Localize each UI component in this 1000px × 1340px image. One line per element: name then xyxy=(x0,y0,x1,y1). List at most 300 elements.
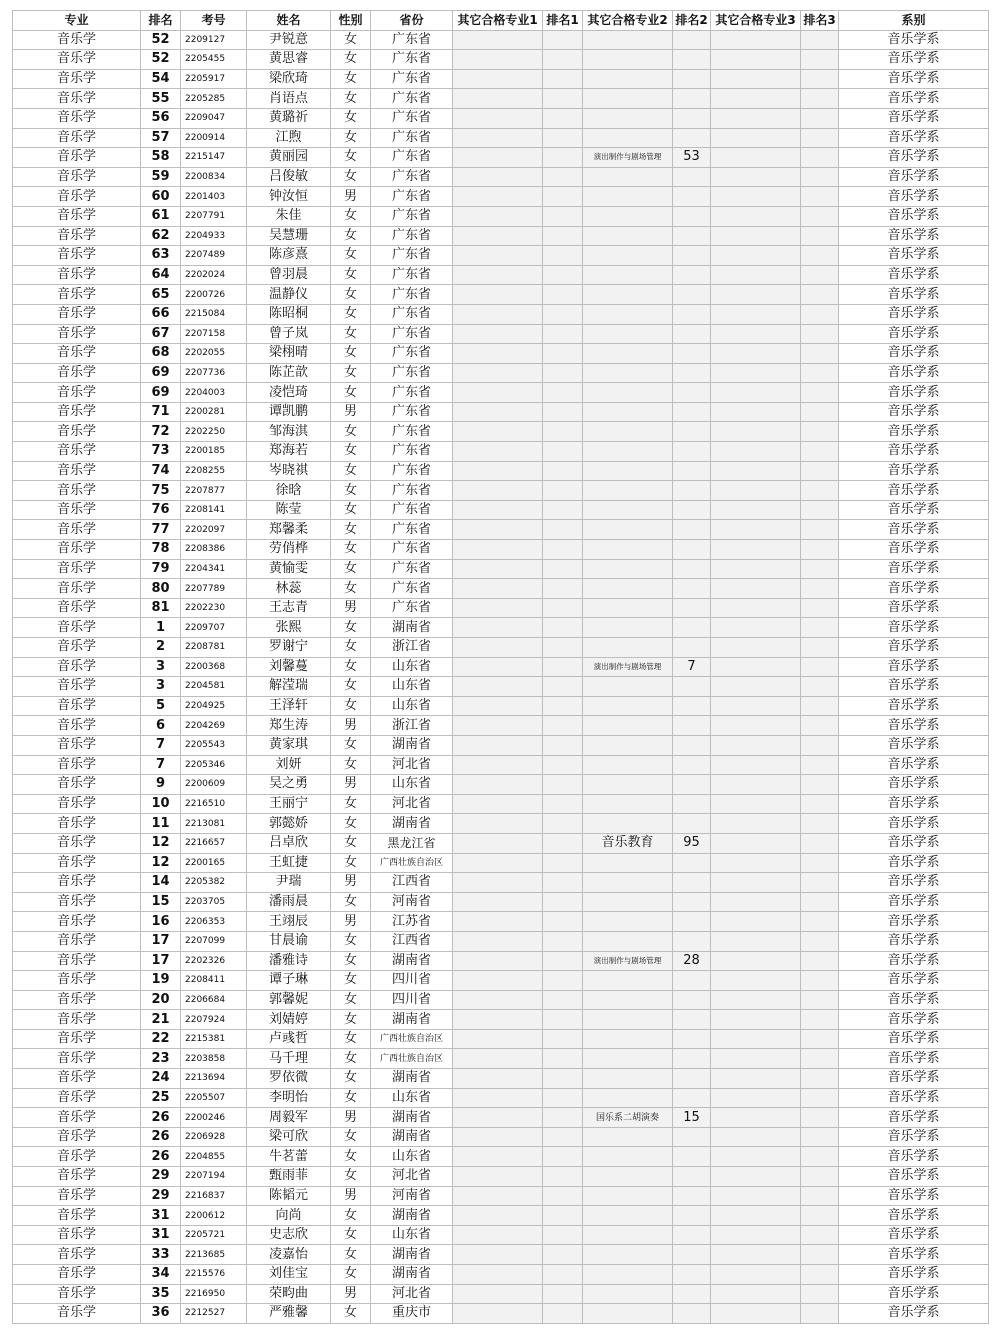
cell-department: 音乐学系 xyxy=(839,285,989,305)
cell-gender: 女 xyxy=(331,344,371,364)
cell-rank: 52 xyxy=(141,30,181,50)
table-row xyxy=(13,1225,989,1245)
header-exam-no: 考号 xyxy=(181,11,247,31)
cell-other-major-2 xyxy=(583,128,673,148)
cell-department: 音乐学系 xyxy=(839,1225,989,1245)
cell-rank-1 xyxy=(543,89,583,109)
cell-gender: 女 xyxy=(331,696,371,716)
cell-rank-2 xyxy=(673,618,711,638)
cell-department: 音乐学系 xyxy=(839,128,989,148)
cell-rank: 25 xyxy=(141,1088,181,1108)
cell-name: 林蕊 xyxy=(247,579,331,599)
cell-rank-3 xyxy=(801,187,839,207)
cell-rank: 2 xyxy=(141,638,181,658)
cell-major: 音乐学 xyxy=(13,500,141,520)
cell-major: 音乐学 xyxy=(13,1206,141,1226)
cell-other-major-3 xyxy=(711,50,801,70)
cell-exam-no: 2202055 xyxy=(181,344,247,364)
table-row xyxy=(13,1049,989,1069)
cell-exam-no: 2200834 xyxy=(181,167,247,187)
cell-name: 梁欣琦 xyxy=(247,69,331,89)
cell-name: 陈彦熹 xyxy=(247,246,331,266)
cell-other-major-2 xyxy=(583,363,673,383)
cell-name: 刘妍 xyxy=(247,755,331,775)
cell-other-major-3 xyxy=(711,814,801,834)
cell-exam-no: 2201403 xyxy=(181,187,247,207)
cell-other-major-1 xyxy=(453,853,543,873)
cell-rank: 21 xyxy=(141,1010,181,1030)
table-row xyxy=(13,775,989,795)
cell-rank-3 xyxy=(801,540,839,560)
cell-rank-3 xyxy=(801,148,839,168)
cell-name: 吴之勇 xyxy=(247,775,331,795)
cell-name: 凌恺琦 xyxy=(247,383,331,403)
cell-exam-no: 2205721 xyxy=(181,1225,247,1245)
cell-rank-1 xyxy=(543,402,583,422)
cell-gender: 女 xyxy=(331,246,371,266)
cell-gender: 女 xyxy=(331,1206,371,1226)
cell-rank-3 xyxy=(801,1245,839,1265)
table-row xyxy=(13,716,989,736)
header-major: 专业 xyxy=(13,11,141,31)
cell-province: 浙江省 xyxy=(371,716,453,736)
cell-other-major-2 xyxy=(583,990,673,1010)
cell-rank-2 xyxy=(673,246,711,266)
cell-other-major-2 xyxy=(583,971,673,991)
cell-rank-1 xyxy=(543,324,583,344)
cell-gender: 男 xyxy=(331,912,371,932)
cell-major: 音乐学 xyxy=(13,30,141,50)
cell-department: 音乐学系 xyxy=(839,246,989,266)
cell-province: 河北省 xyxy=(371,755,453,775)
cell-other-major-1 xyxy=(453,735,543,755)
cell-rank: 12 xyxy=(141,833,181,853)
cell-department: 音乐学系 xyxy=(839,638,989,658)
cell-other-major-2 xyxy=(583,1225,673,1245)
cell-rank-1 xyxy=(543,226,583,246)
cell-rank-2 xyxy=(673,1186,711,1206)
cell-other-major-2 xyxy=(583,30,673,50)
cell-major: 音乐学 xyxy=(13,442,141,462)
cell-other-major-2 xyxy=(583,1167,673,1187)
cell-other-major-1 xyxy=(453,363,543,383)
cell-other-major-2 xyxy=(583,1284,673,1304)
cell-rank-3 xyxy=(801,481,839,501)
cell-other-major-3 xyxy=(711,1029,801,1049)
cell-rank-2 xyxy=(673,1088,711,1108)
cell-province: 广东省 xyxy=(371,304,453,324)
cell-province: 山东省 xyxy=(371,775,453,795)
cell-name: 卢彧哲 xyxy=(247,1029,331,1049)
cell-exam-no: 2204003 xyxy=(181,383,247,403)
table-row xyxy=(13,187,989,207)
cell-rank-1 xyxy=(543,148,583,168)
cell-province: 山东省 xyxy=(371,1225,453,1245)
cell-name: 肖语点 xyxy=(247,89,331,109)
cell-rank: 64 xyxy=(141,265,181,285)
cell-other-major-1 xyxy=(453,1088,543,1108)
table-row xyxy=(13,814,989,834)
cell-other-major-1 xyxy=(453,167,543,187)
cell-department: 音乐学系 xyxy=(839,716,989,736)
table-row xyxy=(13,30,989,50)
cell-other-major-1 xyxy=(453,520,543,540)
cell-other-major-3 xyxy=(711,1127,801,1147)
cell-other-major-3 xyxy=(711,1265,801,1285)
cell-name: 牛茗蕾 xyxy=(247,1147,331,1167)
cell-name: 徐晗 xyxy=(247,481,331,501)
cell-rank-3 xyxy=(801,579,839,599)
cell-department: 音乐学系 xyxy=(839,990,989,1010)
table-row xyxy=(13,167,989,187)
cell-department: 音乐学系 xyxy=(839,951,989,971)
cell-other-major-3 xyxy=(711,1225,801,1245)
header-province: 省份 xyxy=(371,11,453,31)
cell-name: 郑生涛 xyxy=(247,716,331,736)
cell-name: 郭懿娇 xyxy=(247,814,331,834)
cell-name: 张熙 xyxy=(247,618,331,638)
cell-major: 音乐学 xyxy=(13,657,141,677)
cell-rank-2 xyxy=(673,442,711,462)
cell-department: 音乐学系 xyxy=(839,1127,989,1147)
cell-other-major-1 xyxy=(453,89,543,109)
cell-other-major-1 xyxy=(453,892,543,912)
cell-rank-2 xyxy=(673,638,711,658)
cell-gender: 女 xyxy=(331,735,371,755)
cell-rank-3 xyxy=(801,442,839,462)
cell-province: 广东省 xyxy=(371,226,453,246)
table-row xyxy=(13,500,989,520)
cell-other-major-1 xyxy=(453,971,543,991)
cell-other-major-2 xyxy=(583,285,673,305)
cell-other-major-2 xyxy=(583,716,673,736)
cell-gender: 女 xyxy=(331,1088,371,1108)
cell-other-major-3 xyxy=(711,1304,801,1324)
cell-other-major-1 xyxy=(453,1186,543,1206)
cell-other-major-3 xyxy=(711,775,801,795)
cell-gender: 女 xyxy=(331,265,371,285)
cell-rank-1 xyxy=(543,1029,583,1049)
cell-province: 广东省 xyxy=(371,265,453,285)
cell-rank-1 xyxy=(543,1186,583,1206)
table-row xyxy=(13,1265,989,1285)
cell-other-major-3 xyxy=(711,971,801,991)
cell-exam-no: 2207877 xyxy=(181,481,247,501)
cell-rank-3 xyxy=(801,69,839,89)
cell-name: 刘佳宝 xyxy=(247,1265,331,1285)
cell-province: 江苏省 xyxy=(371,912,453,932)
cell-gender: 女 xyxy=(331,285,371,305)
cell-rank: 75 xyxy=(141,481,181,501)
cell-department: 音乐学系 xyxy=(839,1304,989,1324)
cell-rank-2 xyxy=(673,1147,711,1167)
cell-gender: 男 xyxy=(331,775,371,795)
cell-rank-2 xyxy=(673,69,711,89)
cell-other-major-2 xyxy=(583,1186,673,1206)
cell-gender: 女 xyxy=(331,1069,371,1089)
cell-exam-no: 2207789 xyxy=(181,579,247,599)
cell-rank-2 xyxy=(673,128,711,148)
cell-gender: 女 xyxy=(331,540,371,560)
cell-gender: 男 xyxy=(331,1186,371,1206)
cell-name: 解滢瑞 xyxy=(247,677,331,697)
cell-major: 音乐学 xyxy=(13,1304,141,1324)
cell-major: 音乐学 xyxy=(13,1225,141,1245)
cell-rank: 14 xyxy=(141,873,181,893)
cell-province: 广东省 xyxy=(371,402,453,422)
cell-name: 周毅军 xyxy=(247,1108,331,1128)
cell-department: 音乐学系 xyxy=(839,657,989,677)
cell-name: 谭子琳 xyxy=(247,971,331,991)
cell-other-major-2 xyxy=(583,69,673,89)
cell-rank-3 xyxy=(801,794,839,814)
cell-department: 音乐学系 xyxy=(839,971,989,991)
cell-exam-no: 2216837 xyxy=(181,1186,247,1206)
cell-exam-no: 2207791 xyxy=(181,206,247,226)
cell-name: 郑馨柔 xyxy=(247,520,331,540)
cell-other-major-3 xyxy=(711,1206,801,1226)
cell-major: 音乐学 xyxy=(13,461,141,481)
cell-province: 湖南省 xyxy=(371,1265,453,1285)
cell-other-major-1 xyxy=(453,873,543,893)
cell-province: 湖南省 xyxy=(371,618,453,638)
cell-major: 音乐学 xyxy=(13,638,141,658)
cell-rank-1 xyxy=(543,1167,583,1187)
cell-rank-2 xyxy=(673,912,711,932)
cell-major: 音乐学 xyxy=(13,128,141,148)
cell-rank: 69 xyxy=(141,363,181,383)
cell-other-major-3 xyxy=(711,148,801,168)
cell-major: 音乐学 xyxy=(13,89,141,109)
cell-department: 音乐学系 xyxy=(839,579,989,599)
cell-province: 广东省 xyxy=(371,461,453,481)
cell-rank-1 xyxy=(543,69,583,89)
cell-exam-no: 2205543 xyxy=(181,735,247,755)
cell-rank-2 xyxy=(673,1265,711,1285)
cell-department: 音乐学系 xyxy=(839,344,989,364)
cell-other-major-3 xyxy=(711,383,801,403)
cell-department: 音乐学系 xyxy=(839,226,989,246)
cell-province: 广西壮族自治区 xyxy=(371,853,453,873)
table-row xyxy=(13,108,989,128)
cell-department: 音乐学系 xyxy=(839,912,989,932)
cell-rank-1 xyxy=(543,285,583,305)
cell-rank-3 xyxy=(801,1186,839,1206)
cell-department: 音乐学系 xyxy=(839,696,989,716)
cell-rank-3 xyxy=(801,1069,839,1089)
cell-province: 广东省 xyxy=(371,30,453,50)
cell-other-major-3 xyxy=(711,755,801,775)
cell-other-major-2 xyxy=(583,1147,673,1167)
cell-name: 王丽宁 xyxy=(247,794,331,814)
cell-other-major-2 xyxy=(583,598,673,618)
cell-other-major-2 xyxy=(583,167,673,187)
cell-gender: 女 xyxy=(331,892,371,912)
cell-department: 音乐学系 xyxy=(839,1049,989,1069)
cell-province: 湖南省 xyxy=(371,1127,453,1147)
header-rank-3: 排名3 xyxy=(801,11,839,31)
cell-rank-3 xyxy=(801,618,839,638)
cell-name: 潘雨晨 xyxy=(247,892,331,912)
cell-rank: 19 xyxy=(141,971,181,991)
cell-other-major-3 xyxy=(711,735,801,755)
table-row xyxy=(13,226,989,246)
cell-exam-no: 2205382 xyxy=(181,873,247,893)
cell-name: 郭馨妮 xyxy=(247,990,331,1010)
cell-name: 凌嘉怡 xyxy=(247,1245,331,1265)
cell-name: 刘馨蔓 xyxy=(247,657,331,677)
cell-rank-3 xyxy=(801,1225,839,1245)
cell-other-major-2 xyxy=(583,402,673,422)
cell-department: 音乐学系 xyxy=(839,30,989,50)
cell-rank-1 xyxy=(543,520,583,540)
cell-major: 音乐学 xyxy=(13,559,141,579)
cell-exam-no: 2212527 xyxy=(181,1304,247,1324)
cell-other-major-2: 音乐教育 xyxy=(583,833,673,853)
cell-rank: 3 xyxy=(141,657,181,677)
cell-exam-no: 2202326 xyxy=(181,951,247,971)
cell-exam-no: 2213081 xyxy=(181,814,247,834)
cell-province: 湖南省 xyxy=(371,814,453,834)
cell-major: 音乐学 xyxy=(13,990,141,1010)
cell-name: 王虹捷 xyxy=(247,853,331,873)
cell-gender: 女 xyxy=(331,1304,371,1324)
cell-rank-2 xyxy=(673,1049,711,1069)
cell-other-major-2 xyxy=(583,187,673,207)
cell-department: 音乐学系 xyxy=(839,304,989,324)
cell-exam-no: 2200612 xyxy=(181,1206,247,1226)
cell-gender: 女 xyxy=(331,951,371,971)
cell-other-major-1 xyxy=(453,148,543,168)
cell-rank-2 xyxy=(673,304,711,324)
cell-rank: 59 xyxy=(141,167,181,187)
cell-rank-3 xyxy=(801,265,839,285)
cell-gender: 女 xyxy=(331,69,371,89)
cell-gender: 女 xyxy=(331,990,371,1010)
cell-major: 音乐学 xyxy=(13,481,141,501)
cell-gender: 女 xyxy=(331,128,371,148)
cell-rank-1 xyxy=(543,735,583,755)
cell-rank-3 xyxy=(801,1206,839,1226)
cell-rank-2 xyxy=(673,1304,711,1324)
cell-rank-3 xyxy=(801,1108,839,1128)
cell-other-major-1 xyxy=(453,246,543,266)
cell-other-major-3 xyxy=(711,30,801,50)
cell-province: 四川省 xyxy=(371,990,453,1010)
header-gender: 性别 xyxy=(331,11,371,31)
cell-name: 劳俏桦 xyxy=(247,540,331,560)
cell-name: 岑晓祺 xyxy=(247,461,331,481)
cell-department: 音乐学系 xyxy=(839,1245,989,1265)
cell-department: 音乐学系 xyxy=(839,1284,989,1304)
cell-other-major-1 xyxy=(453,755,543,775)
cell-gender: 女 xyxy=(331,833,371,853)
cell-rank-1 xyxy=(543,951,583,971)
cell-other-major-1 xyxy=(453,931,543,951)
cell-rank: 55 xyxy=(141,89,181,109)
cell-rank-2 xyxy=(673,735,711,755)
cell-rank: 57 xyxy=(141,128,181,148)
cell-name: 钟汝恒 xyxy=(247,187,331,207)
cell-other-major-3 xyxy=(711,520,801,540)
cell-rank-3 xyxy=(801,657,839,677)
table-row xyxy=(13,755,989,775)
cell-major: 音乐学 xyxy=(13,598,141,618)
cell-major: 音乐学 xyxy=(13,853,141,873)
cell-department: 音乐学系 xyxy=(839,1029,989,1049)
cell-department: 音乐学系 xyxy=(839,500,989,520)
cell-rank-1 xyxy=(543,657,583,677)
cell-province: 广东省 xyxy=(371,500,453,520)
cell-exam-no: 2204269 xyxy=(181,716,247,736)
cell-exam-no: 2205285 xyxy=(181,89,247,109)
cell-major: 音乐学 xyxy=(13,285,141,305)
cell-province: 河南省 xyxy=(371,1186,453,1206)
cell-other-major-1 xyxy=(453,1206,543,1226)
cell-rank: 16 xyxy=(141,912,181,932)
header-name: 姓名 xyxy=(247,11,331,31)
cell-other-major-1 xyxy=(453,951,543,971)
cell-other-major-3 xyxy=(711,285,801,305)
cell-other-major-2 xyxy=(583,422,673,442)
cell-name: 吴慧珊 xyxy=(247,226,331,246)
cell-major: 音乐学 xyxy=(13,1284,141,1304)
cell-other-major-1 xyxy=(453,618,543,638)
cell-rank-1 xyxy=(543,187,583,207)
cell-gender: 女 xyxy=(331,1147,371,1167)
cell-exam-no: 2209127 xyxy=(181,30,247,50)
cell-other-major-1 xyxy=(453,1069,543,1089)
cell-rank-1 xyxy=(543,677,583,697)
table-row xyxy=(13,951,989,971)
cell-rank: 29 xyxy=(141,1167,181,1187)
cell-rank: 74 xyxy=(141,461,181,481)
cell-rank: 15 xyxy=(141,892,181,912)
cell-province: 广西壮族自治区 xyxy=(371,1049,453,1069)
cell-exam-no: 2202024 xyxy=(181,265,247,285)
cell-gender: 女 xyxy=(331,657,371,677)
cell-other-major-1 xyxy=(453,422,543,442)
cell-gender: 女 xyxy=(331,1265,371,1285)
cell-exam-no: 2200368 xyxy=(181,657,247,677)
cell-other-major-3 xyxy=(711,89,801,109)
cell-major: 音乐学 xyxy=(13,1029,141,1049)
cell-department: 音乐学系 xyxy=(839,873,989,893)
cell-other-major-1 xyxy=(453,1265,543,1285)
cell-rank-2 xyxy=(673,1284,711,1304)
cell-rank: 10 xyxy=(141,794,181,814)
cell-province: 山东省 xyxy=(371,1088,453,1108)
cell-exam-no: 2202097 xyxy=(181,520,247,540)
cell-gender: 女 xyxy=(331,50,371,70)
cell-rank-1 xyxy=(543,618,583,638)
cell-rank-1 xyxy=(543,1304,583,1324)
cell-other-major-3 xyxy=(711,1284,801,1304)
cell-other-major-2 xyxy=(583,892,673,912)
cell-other-major-3 xyxy=(711,1049,801,1069)
cell-other-major-3 xyxy=(711,1108,801,1128)
cell-exam-no: 2207158 xyxy=(181,324,247,344)
cell-exam-no: 2200165 xyxy=(181,853,247,873)
cell-rank: 76 xyxy=(141,500,181,520)
cell-name: 陈昭桐 xyxy=(247,304,331,324)
cell-rank-1 xyxy=(543,990,583,1010)
cell-rank: 72 xyxy=(141,422,181,442)
cell-rank-1 xyxy=(543,638,583,658)
cell-department: 音乐学系 xyxy=(839,187,989,207)
cell-rank: 67 xyxy=(141,324,181,344)
cell-rank-2 xyxy=(673,402,711,422)
